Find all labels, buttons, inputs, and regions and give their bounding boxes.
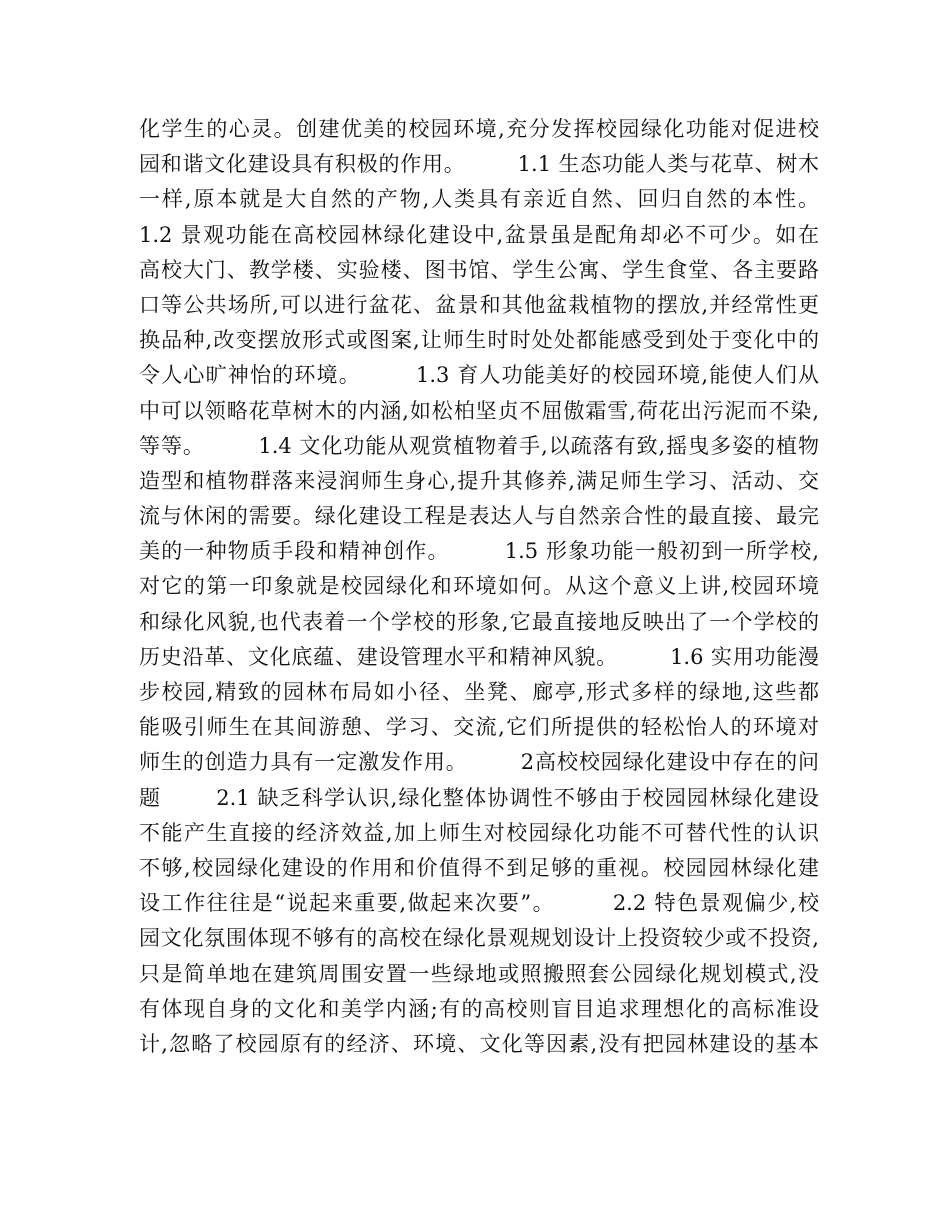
text-line: 美的一种物质手段和精神创作。 1.5 形象功能一般初到一所学校, <box>139 539 819 564</box>
text-line: 换品种,改变摆放形式或图案,让师生时时处处都能感受到处于变化中的 <box>139 328 819 353</box>
text-line: 不能产生直接的经济效益,加上师生对校园绿化功能不可替代性的认识 <box>139 820 819 845</box>
text-line: 1.2 景观功能在高校园林绿化建设中,盆景虽是配角却必不可少。如在 <box>139 222 819 247</box>
body-text <box>139 112 819 1062</box>
text-line: 令人心旷神怡的环境。 1.3 育人功能美好的校园环境,能使人们从 <box>139 363 819 388</box>
text-line: 口等公共场所,可以进行盆花、盆景和其他盆栽植物的摆放,并经常性更 <box>139 292 819 317</box>
text-line: 造型和植物群落来浸润师生身心,提升其修养,满足师生学习、活动、交 <box>139 468 819 493</box>
text-line: 历史沿革、文化底蕴、建设管理水平和精神风貌。 1.6 实用功能漫 <box>139 644 819 669</box>
text-line: 等等。 1.4 文化功能从观赏植物着手,以疏落有致,摇曳多姿的植物 <box>139 433 819 458</box>
text-line: 步校园,精致的园林布局如小径、坐凳、廊亭,形式多样的绿地,这些都 <box>139 680 819 704</box>
text-line: 园和谐文化建设具有积极的作用。 1.1 生态功能人类与花草、树木 <box>139 152 819 177</box>
text-line: 化学生的心灵。创建优美的校园环境,充分发挥校园绿化功能对促进校 <box>139 117 819 141</box>
text-line: 流与休闲的需要。绿化建设工程是表达人与自然亲合性的最直接、最完 <box>139 504 819 529</box>
text-line: 题 2.1 缺乏科学认识,绿化整体协调性不够由于校园园林绿化建设 <box>139 785 819 810</box>
text-line: 和绿化风貌,也代表着一个学校的形象,它最直接地反映出了一个学校的 <box>139 609 819 634</box>
text-line: 有体现自身的文化和美学内涵;有的高校则盲目追求理想化的高标准设 <box>139 996 819 1021</box>
text-line: 中可以领略花草树木的内涵,如松柏坚贞不屈傲霜雪,荷花出污泥而不染, <box>139 398 819 423</box>
text-line: 园文化氛围体现不够有的高校在绿化景观规划设计上投资较少或不投资, <box>139 926 819 951</box>
text-line: 一样,原本就是大自然的产物,人类具有亲近自然、回归自然的本性。 <box>139 187 819 212</box>
text-line: 能吸引师生在其间游憩、学习、交流,它们所提供的轻松怡人的环境对 <box>139 715 819 740</box>
text-line: 设工作往往是“说起来重要,做起来次要”。 2.2 特色景观偏少,校 <box>139 891 819 916</box>
text-line: 计,忽略了校园原有的经济、环境、文化等因素,没有把园林建设的基本 <box>139 1031 819 1056</box>
text-line: 不够,校园绿化建设的作用和价值得不到足够的重视。校园园林绿化建 <box>139 855 819 880</box>
text-line: 对它的第一印象就是校园绿化和环境如何。从这个意义上讲,校园环境 <box>139 574 819 599</box>
text-line: 只是简单地在建筑周围安置一些绿地或照搬照套公园绿化规划模式,没 <box>139 961 819 986</box>
text-line: 高校大门、教学楼、实验楼、图书馆、学生公寓、学生食堂、各主要路 <box>139 257 819 282</box>
text-line: 师生的创造力具有一定激发作用。 2高校校园绿化建设中存在的问 <box>139 750 819 775</box>
